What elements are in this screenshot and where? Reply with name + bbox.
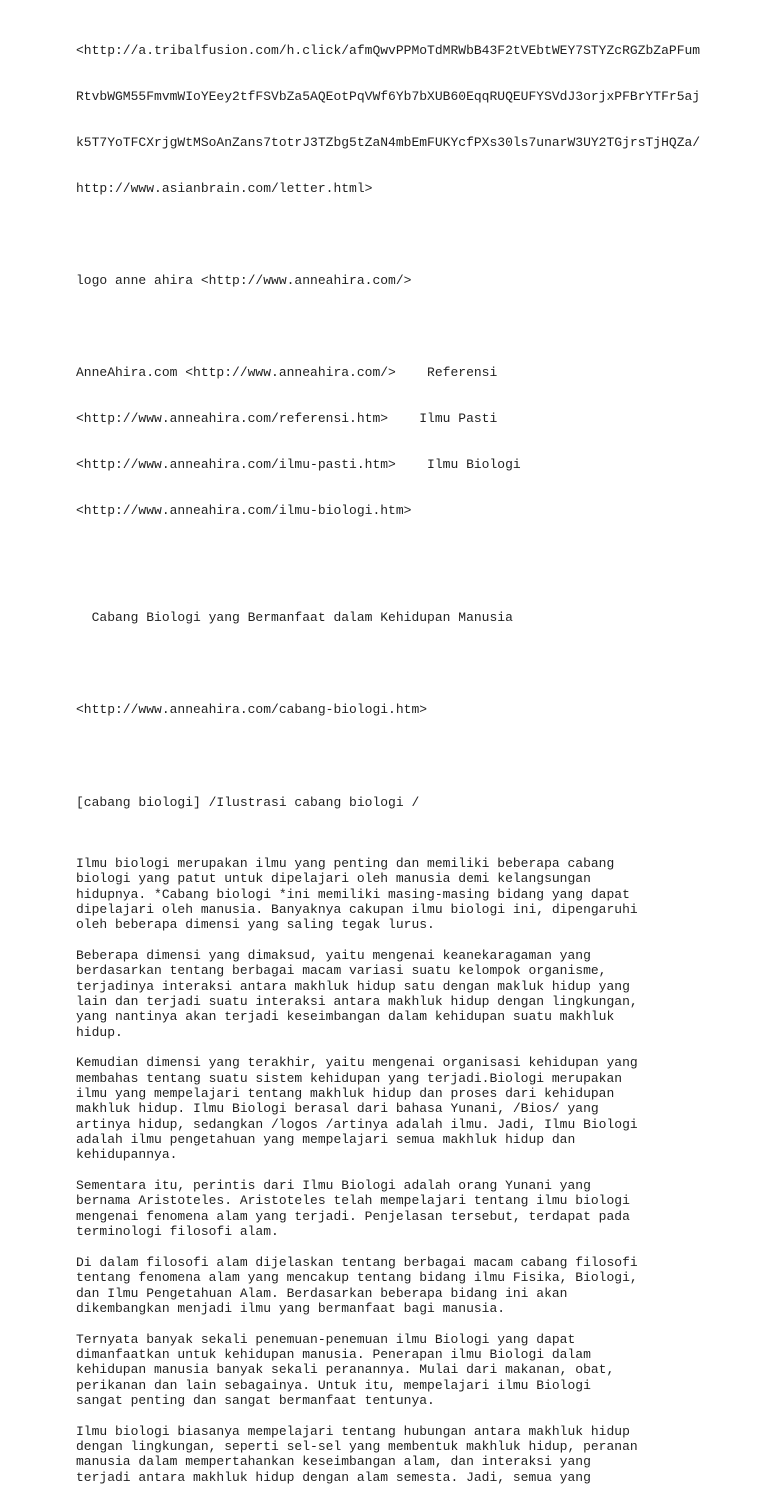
- paragraph-line: dimanfaatkan untuk kehidupan manusia. Penerapan ilmu Biologi dalam: [76, 1346, 591, 1362]
- paragraph-line: terjadinya interaksi antara makhluk hidup satu dengan makluk hidup yang: [76, 978, 630, 994]
- paragraph-line: makhluk hidup. Ilmu Biologi berasal dari bahasa Yunani, /Bios/ yang: [76, 1101, 599, 1117]
- article-url-block[interactable]: [76, 672, 716, 749]
- image-caption-block: [76, 764, 716, 841]
- paragraph-line: tentang fenomena alam yang mencakup tentang bidang ilmu Fisika, Biologi,: [76, 1270, 638, 1286]
- image-caption: [cabang biologi] /Ilustrasi cabang biologi /: [76, 794, 420, 810]
- breadcrumb-line[interactable]: <http://www.anneahira.com/ilmu-pasti.htm> Ilmu Biologi: [76, 456, 521, 472]
- paragraph-line: sangat penting dan sangat bermanfaat tentunya.: [76, 1392, 435, 1408]
- paragraph: [76, 1178, 716, 1239]
- paragraph-line: dipelajari oleh manusia. Banyaknya cakupan ilmu biologi ini, dipengaruhi: [76, 901, 638, 917]
- article-body: [76, 856, 716, 1485]
- paragraph-line: Ilmu biologi merupakan ilmu yang penting dan memiliki beberapa cabang: [76, 855, 615, 871]
- ad-url-line[interactable]: http://www.asianbrain.com/letter.html>: [76, 180, 373, 196]
- paragraph-line: Ternyata banyak sekali penemuan-penemuan ilmu Biologi yang dapat: [76, 1331, 576, 1347]
- paragraph: [76, 1332, 716, 1409]
- paragraph-line: kehidupan manusia banyak sekali peranannya. Mulai dari makanan, obat,: [76, 1362, 615, 1378]
- paragraph-line: oleh beberapa dimensi yang saling tegak lurus.: [76, 917, 435, 933]
- paragraph-line: terminologi filosofi alam.: [76, 1224, 279, 1240]
- paragraph-line: perikanan dan lain sebagainya. Untuk itu, mempelajari ilmu Biologi: [76, 1377, 591, 1393]
- paragraph-line: dikembangkan menjadi ilmu yang bermanfaat bagi manusia.: [76, 1300, 506, 1316]
- ad-link-block[interactable]: [76, 12, 716, 227]
- document-page: [76, 12, 716, 1500]
- logo-link[interactable]: logo anne ahira <http://www.anneahira.com/>: [76, 272, 412, 288]
- paragraph-line: adalah ilmu pengetahuan yang mempelajari semua makhluk hidup dan: [76, 1132, 576, 1148]
- paragraph-line: berdasarkan tentang berbagai macam variasi suatu kelompok organisme,: [76, 963, 607, 979]
- breadcrumb: [76, 334, 716, 549]
- paragraph-line: Sementara itu, perintis dari Ilmu Biologi adalah orang Yunani yang: [76, 1178, 591, 1194]
- paragraph-line: dan Ilmu Pengetahuan Alam. Berdasarkan beberapa bidang ini akan: [76, 1285, 568, 1301]
- article-url[interactable]: <http://www.anneahira.com/cabang-biologi.htm>: [76, 702, 428, 718]
- breadcrumb-line[interactable]: <http://www.anneahira.com/referensi.htm> Ilmu Pasti: [76, 410, 498, 426]
- paragraph-line: manusia dalam mempertahankan keseimbangan alam, dan interaksi yang: [76, 1454, 591, 1470]
- paragraph-line: dengan lingkungan, seperti sel-sel yang membentuk makhluk hidup, peranan: [76, 1438, 638, 1454]
- article-title-block: [76, 580, 716, 657]
- paragraph-line: biologi yang patut untuk dipelajari oleh manusia demi kelangsungan: [76, 871, 591, 887]
- paragraph-line: Di dalam filosofi alam dijelaskan tentang berbagai macam cabang filosofi: [76, 1254, 638, 1270]
- paragraph-line: kehidupannya.: [76, 1147, 178, 1163]
- logo-link-block[interactable]: [76, 242, 716, 319]
- paragraph-line: artinya hidup, sedangkan /logos /artinya adalah ilmu. Jadi, Ilmu Biologi: [76, 1116, 638, 1132]
- article-title: Cabang Biologi yang Bermanfaat dalam Kehidupan Manusia: [76, 610, 513, 626]
- paragraph-line: ilmu yang mempelajari tentang makhluk hidup dan proses dari kehidupan: [76, 1086, 615, 1102]
- ad-url-line[interactable]: k5T7YoTFCXrjgWtMSoAnZans7totrJ3TZbg5tZaN4mbEmFUKYcfPXs30ls7unarW3UY2TGjrsTjHQZa/: [76, 134, 701, 150]
- paragraph-line: Ilmu biologi biasanya mempelajari tentang hubungan antara makhluk hidup: [76, 1423, 630, 1439]
- paragraph-line: mengenai fenomena alam yang terjadi. Penjelasan tersebut, terdapat pada: [76, 1208, 630, 1224]
- paragraph-line: hidupnya. *Cabang biologi *ini memiliki masing-masing bidang yang dapat: [76, 886, 630, 902]
- paragraph: [76, 856, 716, 933]
- paragraph-line: terjadi antara makhluk hidup dengan alam semesta. Jadi, semua yang: [76, 1469, 591, 1485]
- paragraph-line: Kemudian dimensi yang terakhir, yaitu mengenai organisasi kehidupan yang: [76, 1055, 638, 1071]
- paragraph-line: yang nantinya akan terjadi keseimbangan dalam kehidupan suatu makhluk: [76, 1009, 615, 1025]
- paragraph-line: hidup.: [76, 1024, 123, 1040]
- paragraph-line: bernama Aristoteles. Aristoteles telah mempelajari tentang ilmu biologi: [76, 1193, 630, 1209]
- paragraph-line: Beberapa dimensi yang dimaksud, yaitu mengenai keanekaragaman yang: [76, 947, 591, 963]
- paragraph: [76, 1055, 716, 1162]
- paragraph: [76, 1255, 716, 1316]
- breadcrumb-line[interactable]: <http://www.anneahira.com/ilmu-biologi.htm>: [76, 503, 412, 518]
- paragraph-line: lain dan terjadi suatu interaksi antara makhluk hidup dengan lingkungan,: [76, 994, 638, 1009]
- ad-url-line[interactable]: RtvbWGM55FmvmWIoYEey2tfFSVbZa5AQEotPqVWf6Yb7bXUB60EqqRUQEUFYSVdJ3orjxPFBrYTFr5aj: [76, 88, 701, 104]
- paragraph: [76, 1424, 716, 1485]
- breadcrumb-line[interactable]: AnneAhira.com <http://www.anneahira.com/> Referensi: [76, 364, 498, 380]
- ad-url-line[interactable]: <http://a.tribalfusion.com/h.click/afmQwvPPMoTdMRWbB43F2tVEbtWEY7STYZcRGZbZaPFum: [76, 42, 701, 58]
- paragraph: [76, 948, 716, 1040]
- paragraph-line: membahas tentang suatu sistem kehidupan yang terjadi.Biologi merupakan: [76, 1070, 623, 1086]
